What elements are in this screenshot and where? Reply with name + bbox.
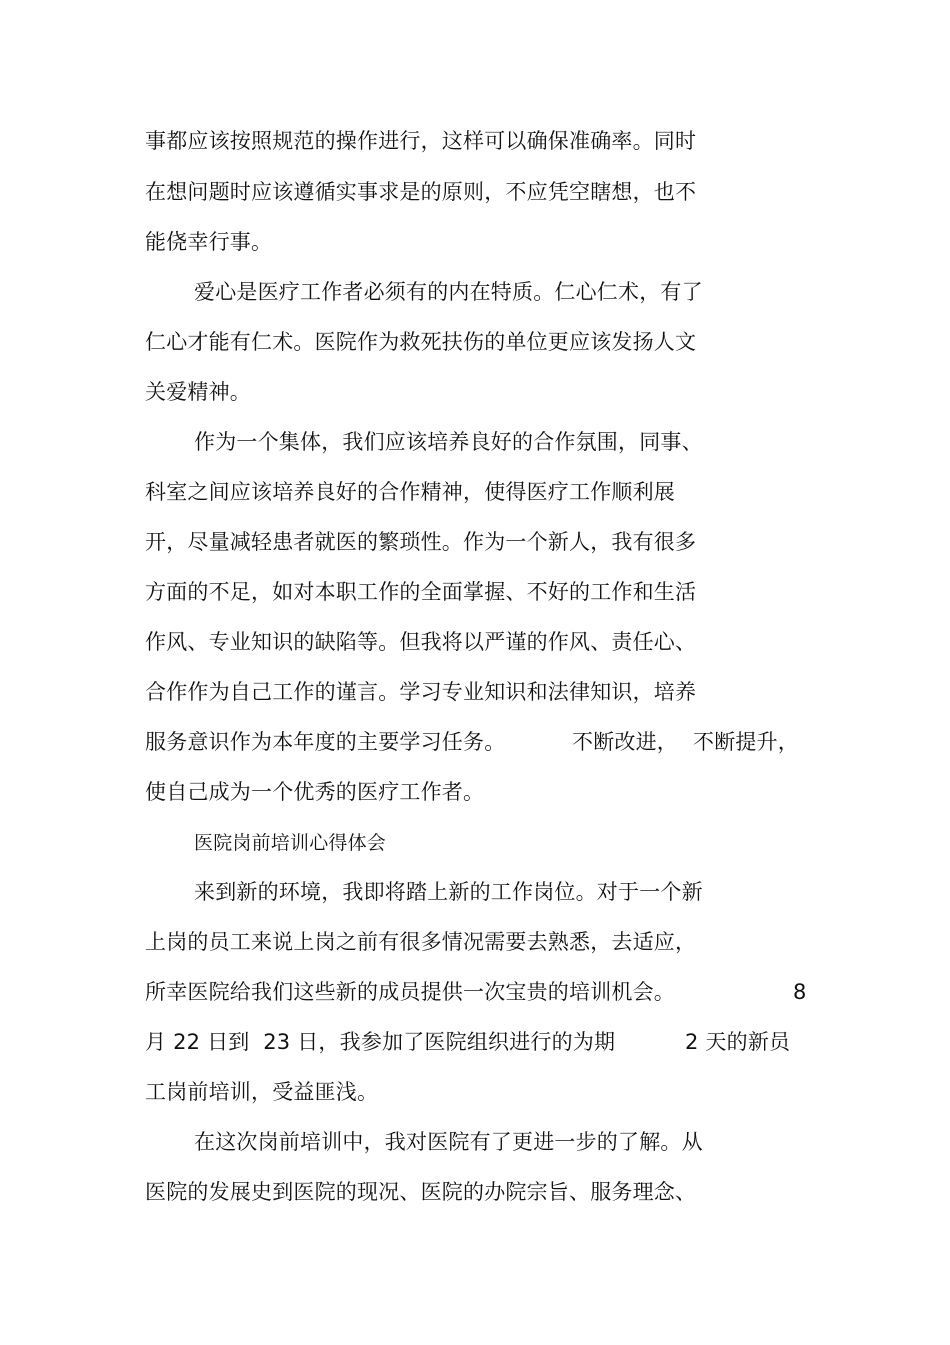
text-line: 开，尽量减轻患者就医的繁琐性。作为一个新人，我有很多: [145, 530, 697, 554]
text-line: 科室之间应该培养良好的合作精神，使得医疗工作顺利展: [145, 480, 675, 504]
text-line: 作风、专业知识的缺陷等。但我将以严谨的作风、责任心、: [145, 630, 697, 654]
text-line: 医院的发展史到医院的现况、医院的办院宗旨、服务理念、: [145, 1180, 697, 1204]
text-line: 上岗的员工来说上岗之前有很多情况需要去熟悉，去适应，: [145, 930, 697, 954]
text-line: 方面的不足，如对本职工作的全面掌握、不好的工作和生活: [145, 580, 697, 604]
text-line: 在想问题时应该遵循实事求是的原则，不应凭空瞎想，也不: [145, 180, 697, 204]
text-line: 事都应该按照规范的操作进行，这样可以确保准确率。同时: [145, 129, 697, 153]
text-segment: 不断改进，: [572, 730, 678, 754]
paragraph-start-line: 在这次岗前培训中，我对医院有了更进一步的了解。从: [194, 1130, 703, 1154]
text-line: 工岗前培训，受益匪浅。: [145, 1080, 379, 1104]
text-line: 关爱精神。: [145, 380, 251, 404]
text-line: 能侥幸行事。: [145, 230, 273, 254]
text-line: 合作作为自己工作的谨言。学习专业知识和法律知识，培养: [145, 680, 697, 704]
text-segment: 2 天的新员: [685, 1030, 791, 1054]
text-segment: 服务意识作为本年度的主要学习任务。: [145, 730, 506, 754]
paragraph-start-line: 来到新的环境，我即将踏上新的工作岗位。对于一个新: [194, 880, 703, 904]
text-line: 使自己成为一个优秀的医疗工作者。: [145, 780, 485, 804]
text-line: 仁心才能有仁术。医院作为救死扶伤的单位更应该发扬人文: [145, 330, 697, 354]
text-segment: 所幸医院给我们这些新的成员提供一次宝贵的培训机会。: [145, 980, 675, 1004]
text-segment: 8: [793, 980, 807, 1004]
paragraph-start-line: 作为一个集体，我们应该培养良好的合作氛围，同事、: [194, 430, 703, 454]
text-segment: 不断提升，: [693, 730, 799, 754]
paragraph-start-line: 爱心是医疗工作者必须有的内在特质。仁心仁术，有了: [194, 280, 703, 304]
text-segment: 月 22 日到 23 日，我参加了医院组织进行的为期: [145, 1030, 616, 1054]
section-heading: 医院岗前培训心得体会: [194, 832, 387, 854]
